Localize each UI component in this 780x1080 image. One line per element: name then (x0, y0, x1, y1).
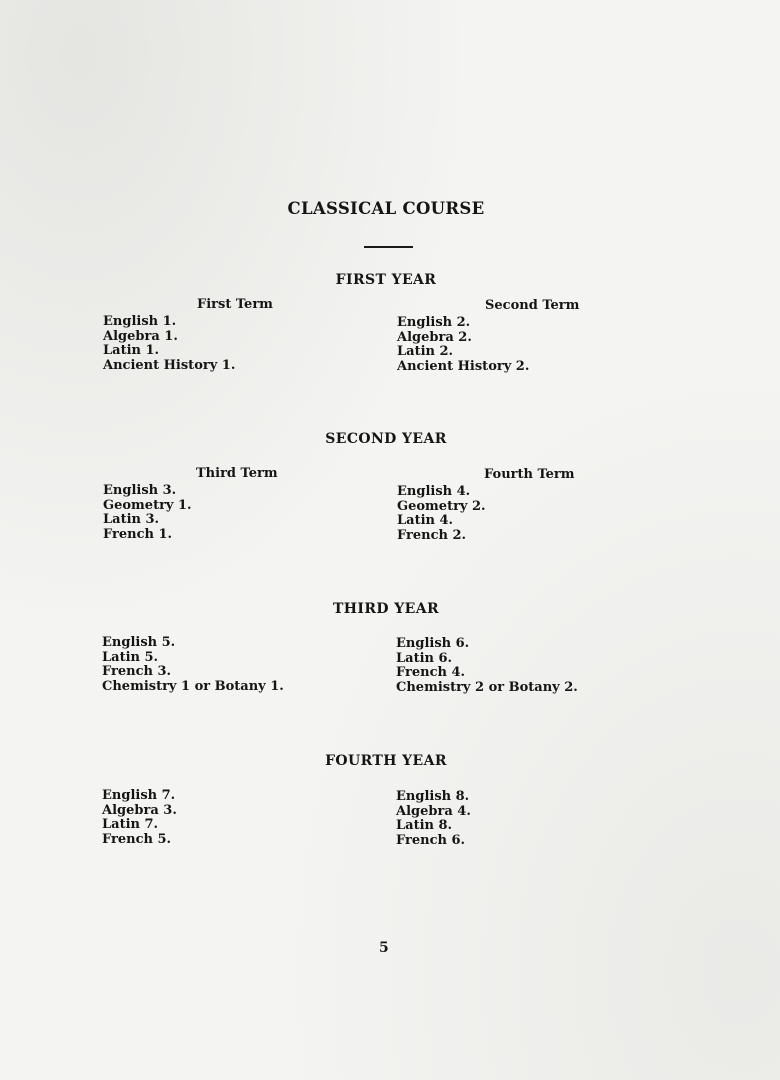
course-item: Geometry 1. (103, 497, 192, 513)
course-item: French 1. (103, 526, 173, 542)
course-list-first-term (103, 315, 235, 373)
course-item: Algebra 3. (102, 802, 177, 818)
course-item: Latin 4. (397, 513, 454, 528)
term-heading-fourth: Fourth Term (484, 467, 575, 482)
term-heading-second: Second Term (485, 298, 580, 313)
course-item: Latin 3. (103, 512, 160, 527)
course-item: Latin 7. (102, 817, 159, 832)
term-heading-first: First Term (197, 297, 273, 312)
course-item: French 3. (102, 664, 172, 679)
year-heading-second: SECOND YEAR (325, 431, 447, 447)
year-heading-fourth: FOURTH YEAR (325, 753, 447, 769)
course-item: English 7. (102, 788, 176, 803)
title-divider (364, 246, 413, 248)
page-title: CLASSICAL COURSE (287, 199, 485, 218)
year-heading-first: FIRST YEAR (335, 272, 437, 288)
course-item: English 6. (396, 636, 470, 651)
course-item: Ancient History 1. (103, 357, 236, 373)
course-item: Latin 5. (102, 649, 159, 665)
course-item: Latin 2. (397, 344, 454, 359)
course-item: English 8. (396, 789, 470, 804)
year-heading-third: THIRD YEAR (332, 601, 439, 617)
course-item: English 2. (397, 315, 471, 330)
course-list-fourth-term (397, 485, 486, 543)
course-item: Latin 1. (103, 343, 160, 358)
course-item: Latin 8. (396, 818, 453, 833)
course-list-third-term (103, 484, 192, 542)
course-list-third-year-right (396, 637, 578, 695)
course-item: Ancient History 2. (397, 358, 530, 374)
course-item: English 1. (103, 314, 177, 329)
course-item: Algebra 2. (397, 329, 472, 345)
course-item: Latin 6. (396, 650, 453, 666)
course-item: English 5. (102, 635, 176, 650)
course-item: French 5. (102, 831, 172, 847)
course-list-fourth-year-right (396, 790, 471, 848)
course-item: French 2. (397, 527, 467, 543)
course-item: Geometry 2. (397, 498, 486, 514)
course-list-second-term (397, 316, 529, 374)
course-item: French 6. (396, 832, 466, 848)
course-item: French 4. (396, 665, 466, 680)
page-number: 5 (379, 940, 389, 956)
course-item: Algebra 1. (103, 328, 178, 344)
course-item: English 3. (103, 483, 177, 498)
course-item: English 4. (397, 484, 471, 499)
course-item: Chemistry 1 or Botany 1. (102, 678, 284, 694)
course-list-fourth-year-left (102, 789, 177, 847)
course-list-third-year-left (102, 636, 284, 694)
course-item: Algebra 4. (396, 803, 471, 819)
term-heading-third: Third Term (196, 466, 278, 481)
course-item: Chemistry 2 or Botany 2. (396, 679, 578, 695)
